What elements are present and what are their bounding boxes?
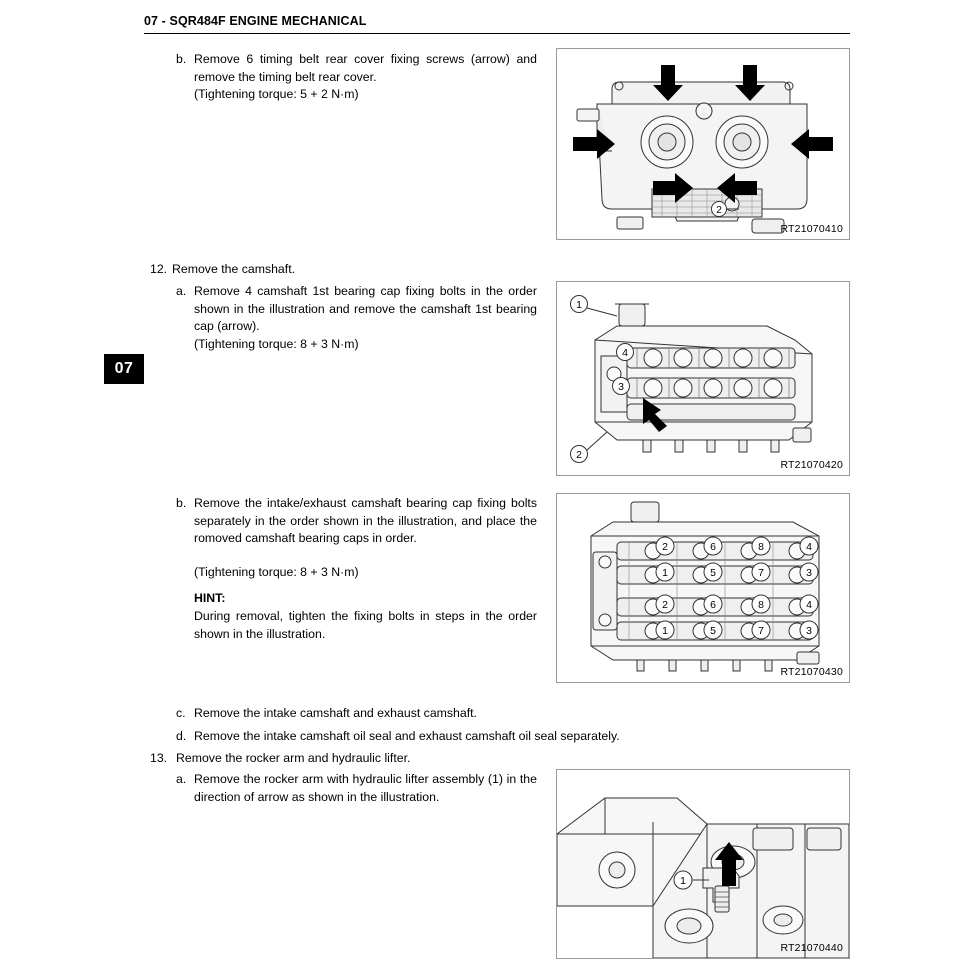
step-marker-13: 13. — [150, 751, 168, 765]
svg-text:7: 7 — [758, 567, 764, 579]
step-marker-12b: b. — [176, 496, 187, 510]
svg-text:2: 2 — [576, 449, 582, 461]
figure-code-2: RT21070420 — [780, 459, 843, 471]
step-torque-12b: (Tightening torque: 8 + 3 N·m) — [194, 565, 359, 579]
figure-code-3: RT21070430 — [780, 666, 843, 678]
svg-text:8: 8 — [758, 541, 764, 553]
step-text-13: Remove the rocker arm and hydraulic lifter. — [176, 751, 411, 765]
step-text-12a: Remove 4 camshaft 1st bearing cap fixing bolts in the order shown in the illustration and remove the camshaft 1st bearing cap (arrow). — [194, 284, 537, 333]
svg-text:4: 4 — [806, 599, 812, 611]
svg-text:3: 3 — [806, 625, 812, 637]
page-title: 07 - SQR484F ENGINE MECHANICAL — [144, 14, 367, 28]
figure-camshaft-1st-bearing-cap — [556, 281, 850, 476]
step-text-11b: Remove 6 timing belt rear cover fixing screws (arrow) and remove the timing belt rear cover. — [194, 52, 537, 84]
timing-belt-rear-cover-illustration — [557, 49, 849, 239]
svg-text:3: 3 — [806, 567, 812, 579]
step-marker-12d: d. — [176, 729, 187, 743]
svg-text:5: 5 — [710, 625, 716, 637]
svg-text:6: 6 — [710, 599, 716, 611]
svg-text:3: 3 — [618, 381, 624, 393]
hint-text-12b: During removal, tighten the fixing bolts in steps in the order shown in the illustration. — [194, 609, 537, 641]
chapter-tab: 07 — [104, 354, 144, 384]
svg-text:2: 2 — [716, 205, 722, 216]
step-text-12d: Remove the intake camshaft oil seal and exhaust camshaft oil seal separately. — [194, 729, 620, 743]
step-text-13a: Remove the rocker arm with hydraulic lifter assembly (1) in the direction of arrow as shown in the illustration. — [194, 772, 537, 804]
header-divider — [144, 33, 850, 34]
svg-text:1: 1 — [662, 567, 668, 579]
svg-text:1: 1 — [662, 625, 668, 637]
figure-code-4: RT21070440 — [780, 942, 843, 954]
rocker-arm-removal-illustration — [557, 770, 849, 958]
camshaft-1st-bearing-cap-illustration — [557, 282, 849, 475]
step-marker-13a: a. — [176, 772, 187, 786]
step-text-12c: Remove the intake camshaft and exhaust camshaft. — [194, 706, 477, 720]
svg-text:1: 1 — [576, 299, 582, 311]
svg-text:8: 8 — [758, 599, 764, 611]
hint-label-12b: HINT: — [194, 591, 226, 605]
page-header — [144, 14, 850, 34]
step-torque-12a: (Tightening torque: 8 + 3 N·m) — [194, 337, 359, 351]
step-text-12b: Remove the intake/exhaust camshaft bearing cap fixing bolts separately in the order shown in the illustration, and place the romoved camshaft bearing caps in order. — [194, 496, 537, 545]
step-marker-11b: b. — [176, 52, 187, 66]
figure-rocker-arm-removal — [556, 769, 850, 959]
svg-text:4: 4 — [622, 347, 628, 359]
step-text-12: Remove the camshaft. — [172, 262, 296, 276]
step-torque-11b: (Tightening torque: 5 + 2 N·m) — [194, 87, 359, 101]
figure-code-1: RT21070410 — [780, 223, 843, 235]
svg-text:4: 4 — [806, 541, 812, 553]
step-marker-12c: c. — [176, 706, 186, 720]
figure-camshaft-bearing-cap-order — [556, 493, 850, 683]
svg-text:1: 1 — [680, 875, 686, 887]
step-marker-12a: a. — [176, 284, 187, 298]
camshaft-bearing-cap-order-illustration — [557, 494, 849, 682]
step-marker-12: 12. — [150, 262, 168, 276]
svg-text:2: 2 — [662, 599, 668, 611]
svg-text:6: 6 — [710, 541, 716, 553]
svg-text:5: 5 — [710, 567, 716, 579]
svg-text:7: 7 — [758, 625, 764, 637]
svg-text:2: 2 — [662, 541, 668, 553]
figure-timing-belt-rear-cover — [556, 48, 850, 240]
